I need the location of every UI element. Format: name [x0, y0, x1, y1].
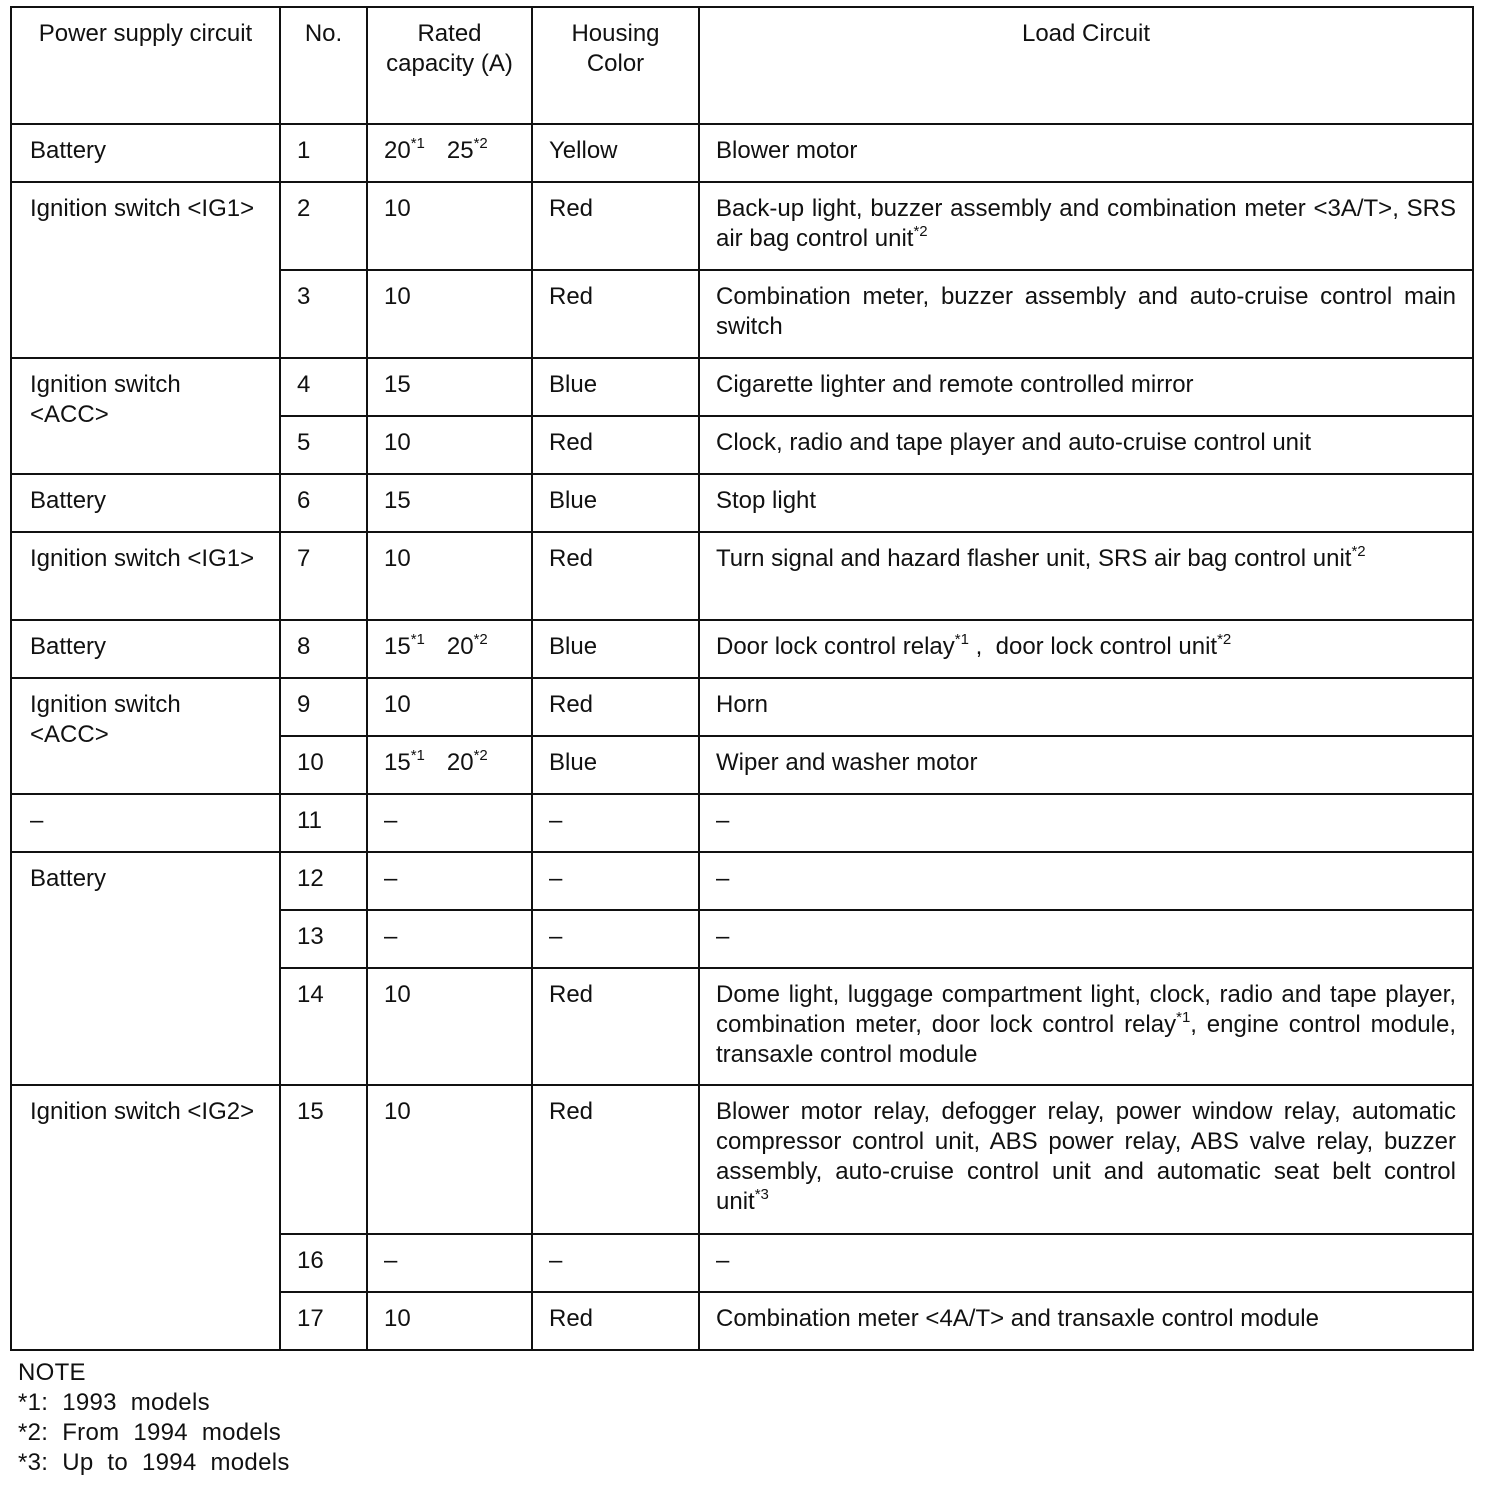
housing-color: Blue: [532, 474, 699, 532]
table-row: [11, 532, 1473, 620]
footnote-mark: *3: [754, 1186, 769, 1203]
supply-cell: Ignition switch <IG2>: [11, 1085, 280, 1350]
footnote-mark: *2: [473, 135, 488, 152]
housing-color: Red: [532, 1292, 699, 1350]
capacity-value: 20: [384, 137, 411, 164]
load-text: Dome light, luggage compartment light, clock, radio and tape player, combination meter, door lock control relay: [716, 981, 1456, 1038]
load-circuit: Clock, radio and tape player and auto-cruise control unit: [699, 416, 1473, 474]
fuse-number: 3: [280, 270, 367, 358]
table-row: [11, 794, 1473, 852]
table-row: [11, 852, 1473, 910]
load-circuit: [699, 1085, 1473, 1234]
fuse-number: 8: [280, 620, 367, 678]
fuse-table: [10, 6, 1474, 1351]
fuse-number: 5: [280, 416, 367, 474]
footnote-mark: *1: [1176, 1009, 1191, 1026]
rated-capacity: 15: [367, 474, 532, 532]
load-circuit: [699, 182, 1473, 270]
rated-capacity: [367, 736, 532, 794]
housing-color: Red: [532, 1085, 699, 1234]
housing-color: Red: [532, 532, 699, 620]
fuse-number: 12: [280, 852, 367, 910]
load-circuit: Wiper and washer motor: [699, 736, 1473, 794]
load-circuit: Horn: [699, 678, 1473, 736]
fuse-number: 16: [280, 1234, 367, 1292]
load-text: Back-up light, buzzer assembly and combination meter <3A/T>, SRS air bag control unit: [716, 195, 1456, 252]
rated-capacity: –: [367, 852, 532, 910]
housing-color: Blue: [532, 358, 699, 416]
rated-capacity: 15: [367, 358, 532, 416]
header-number: No.: [280, 7, 367, 124]
footnote-mark: *1: [410, 631, 425, 648]
housing-color: Blue: [532, 736, 699, 794]
load-circuit: Cigarette lighter and remote controlled mirror: [699, 358, 1473, 416]
fuse-number: 10: [280, 736, 367, 794]
footnote-mark: *1: [954, 631, 969, 648]
housing-color: –: [532, 1234, 699, 1292]
footnote-mark: *1: [410, 135, 425, 152]
fuse-number: 13: [280, 910, 367, 968]
rated-capacity: 10: [367, 678, 532, 736]
supply-cell: Ignition switch <ACC>: [11, 678, 280, 794]
housing-color: –: [532, 852, 699, 910]
rated-capacity: 10: [367, 416, 532, 474]
housing-color: –: [532, 910, 699, 968]
capacity-value: 25: [446, 137, 474, 164]
footnote-1: *1: 1993 models: [18, 1389, 210, 1416]
footnote-mark: *2: [473, 747, 488, 764]
header-row: [11, 7, 1473, 124]
housing-color: –: [532, 794, 699, 852]
footnote-mark: *1: [410, 747, 425, 764]
capacity-value: 15: [384, 633, 411, 660]
rated-capacity: –: [367, 1234, 532, 1292]
rated-capacity: 10: [367, 1292, 532, 1350]
supply-cell: Battery: [11, 852, 280, 1085]
load-circuit: –: [699, 1234, 1473, 1292]
fuse-number: 4: [280, 358, 367, 416]
table-row: [11, 124, 1473, 182]
load-text: Turn signal and hazard flasher unit, SRS air bag control unit: [716, 545, 1352, 572]
footnote-mark: *2: [1351, 543, 1366, 560]
load-circuit: Combination meter <4A/T> and transaxle control module: [699, 1292, 1473, 1350]
load-circuit: –: [699, 852, 1473, 910]
supply-cell: –: [11, 794, 280, 852]
fuse-number: 11: [280, 794, 367, 852]
load-circuit: Blower motor: [699, 124, 1473, 182]
load-circuit: –: [699, 910, 1473, 968]
rated-capacity: 10: [367, 270, 532, 358]
load-text: Blower motor relay, defogger relay, power window relay, automatic compressor control unit, ABS power relay, ABS valve relay, buzzer assembly, auto-cruise control unit and automatic seat belt control unit: [716, 1098, 1456, 1215]
table-row: [11, 1085, 1473, 1234]
supply-cell: Ignition switch <ACC>: [11, 358, 280, 474]
housing-color: Red: [532, 678, 699, 736]
housing-color: Red: [532, 416, 699, 474]
load-circuit: –: [699, 794, 1473, 852]
footnotes: [18, 1358, 290, 1478]
supply-cell: Ignition switch <IG1>: [11, 532, 280, 620]
fuse-number: 15: [280, 1085, 367, 1234]
footnote-3: *3: Up to 1994 models: [18, 1449, 290, 1476]
rated-capacity: [367, 620, 532, 678]
fuse-number: 14: [280, 968, 367, 1085]
fuse-number: 9: [280, 678, 367, 736]
supply-cell: Battery: [11, 474, 280, 532]
rated-capacity: [367, 124, 532, 182]
load-text: , door lock control unit: [968, 633, 1218, 660]
load-circuit: Stop light: [699, 474, 1473, 532]
housing-color: Red: [532, 182, 699, 270]
footnote-2: *2: From 1994 models: [18, 1419, 282, 1446]
housing-color: Red: [532, 270, 699, 358]
fuse-number: 6: [280, 474, 367, 532]
table-row: [11, 474, 1473, 532]
fuse-number: 2: [280, 182, 367, 270]
rated-capacity: –: [367, 794, 532, 852]
fuse-number: 1: [280, 124, 367, 182]
capacity-value: 20: [446, 633, 474, 660]
load-text: , engine control module, transaxle control module: [716, 1011, 1456, 1068]
load-circuit: Combination meter, buzzer assembly and auto-cruise control main switch: [699, 270, 1473, 358]
load-text: Door lock control relay: [716, 633, 955, 660]
housing-color: Yellow: [532, 124, 699, 182]
footnote-mark: *2: [473, 631, 488, 648]
load-circuit: [699, 532, 1473, 620]
load-circuit: [699, 620, 1473, 678]
footnote-mark: *2: [1217, 631, 1232, 648]
housing-color: Blue: [532, 620, 699, 678]
table-row: [11, 358, 1473, 416]
rated-capacity: 10: [367, 1085, 532, 1234]
table-row: [11, 620, 1473, 678]
supply-cell: Battery: [11, 124, 280, 182]
header-rated-capacity: Rated capacity (A): [367, 7, 532, 124]
table-row: [11, 182, 1473, 270]
supply-cell: Ignition switch <IG1>: [11, 182, 280, 358]
housing-color: Red: [532, 968, 699, 1085]
capacity-value: 15: [384, 749, 411, 776]
note-title: NOTE: [18, 1359, 86, 1386]
rated-capacity: 10: [367, 182, 532, 270]
rated-capacity: –: [367, 910, 532, 968]
table-row: [11, 678, 1473, 736]
fuse-number: 17: [280, 1292, 367, 1350]
header-power-supply: Power supply circuit: [11, 7, 280, 124]
load-circuit: [699, 968, 1473, 1085]
header-housing-color: Housing Color: [532, 7, 699, 124]
rated-capacity: 10: [367, 532, 532, 620]
footnote-mark: *2: [913, 223, 928, 240]
header-load-circuit: Load Circuit: [699, 7, 1473, 124]
fuse-number: 7: [280, 532, 367, 620]
capacity-value: 20: [446, 749, 474, 776]
supply-cell: Battery: [11, 620, 280, 678]
rated-capacity: 10: [367, 968, 532, 1085]
